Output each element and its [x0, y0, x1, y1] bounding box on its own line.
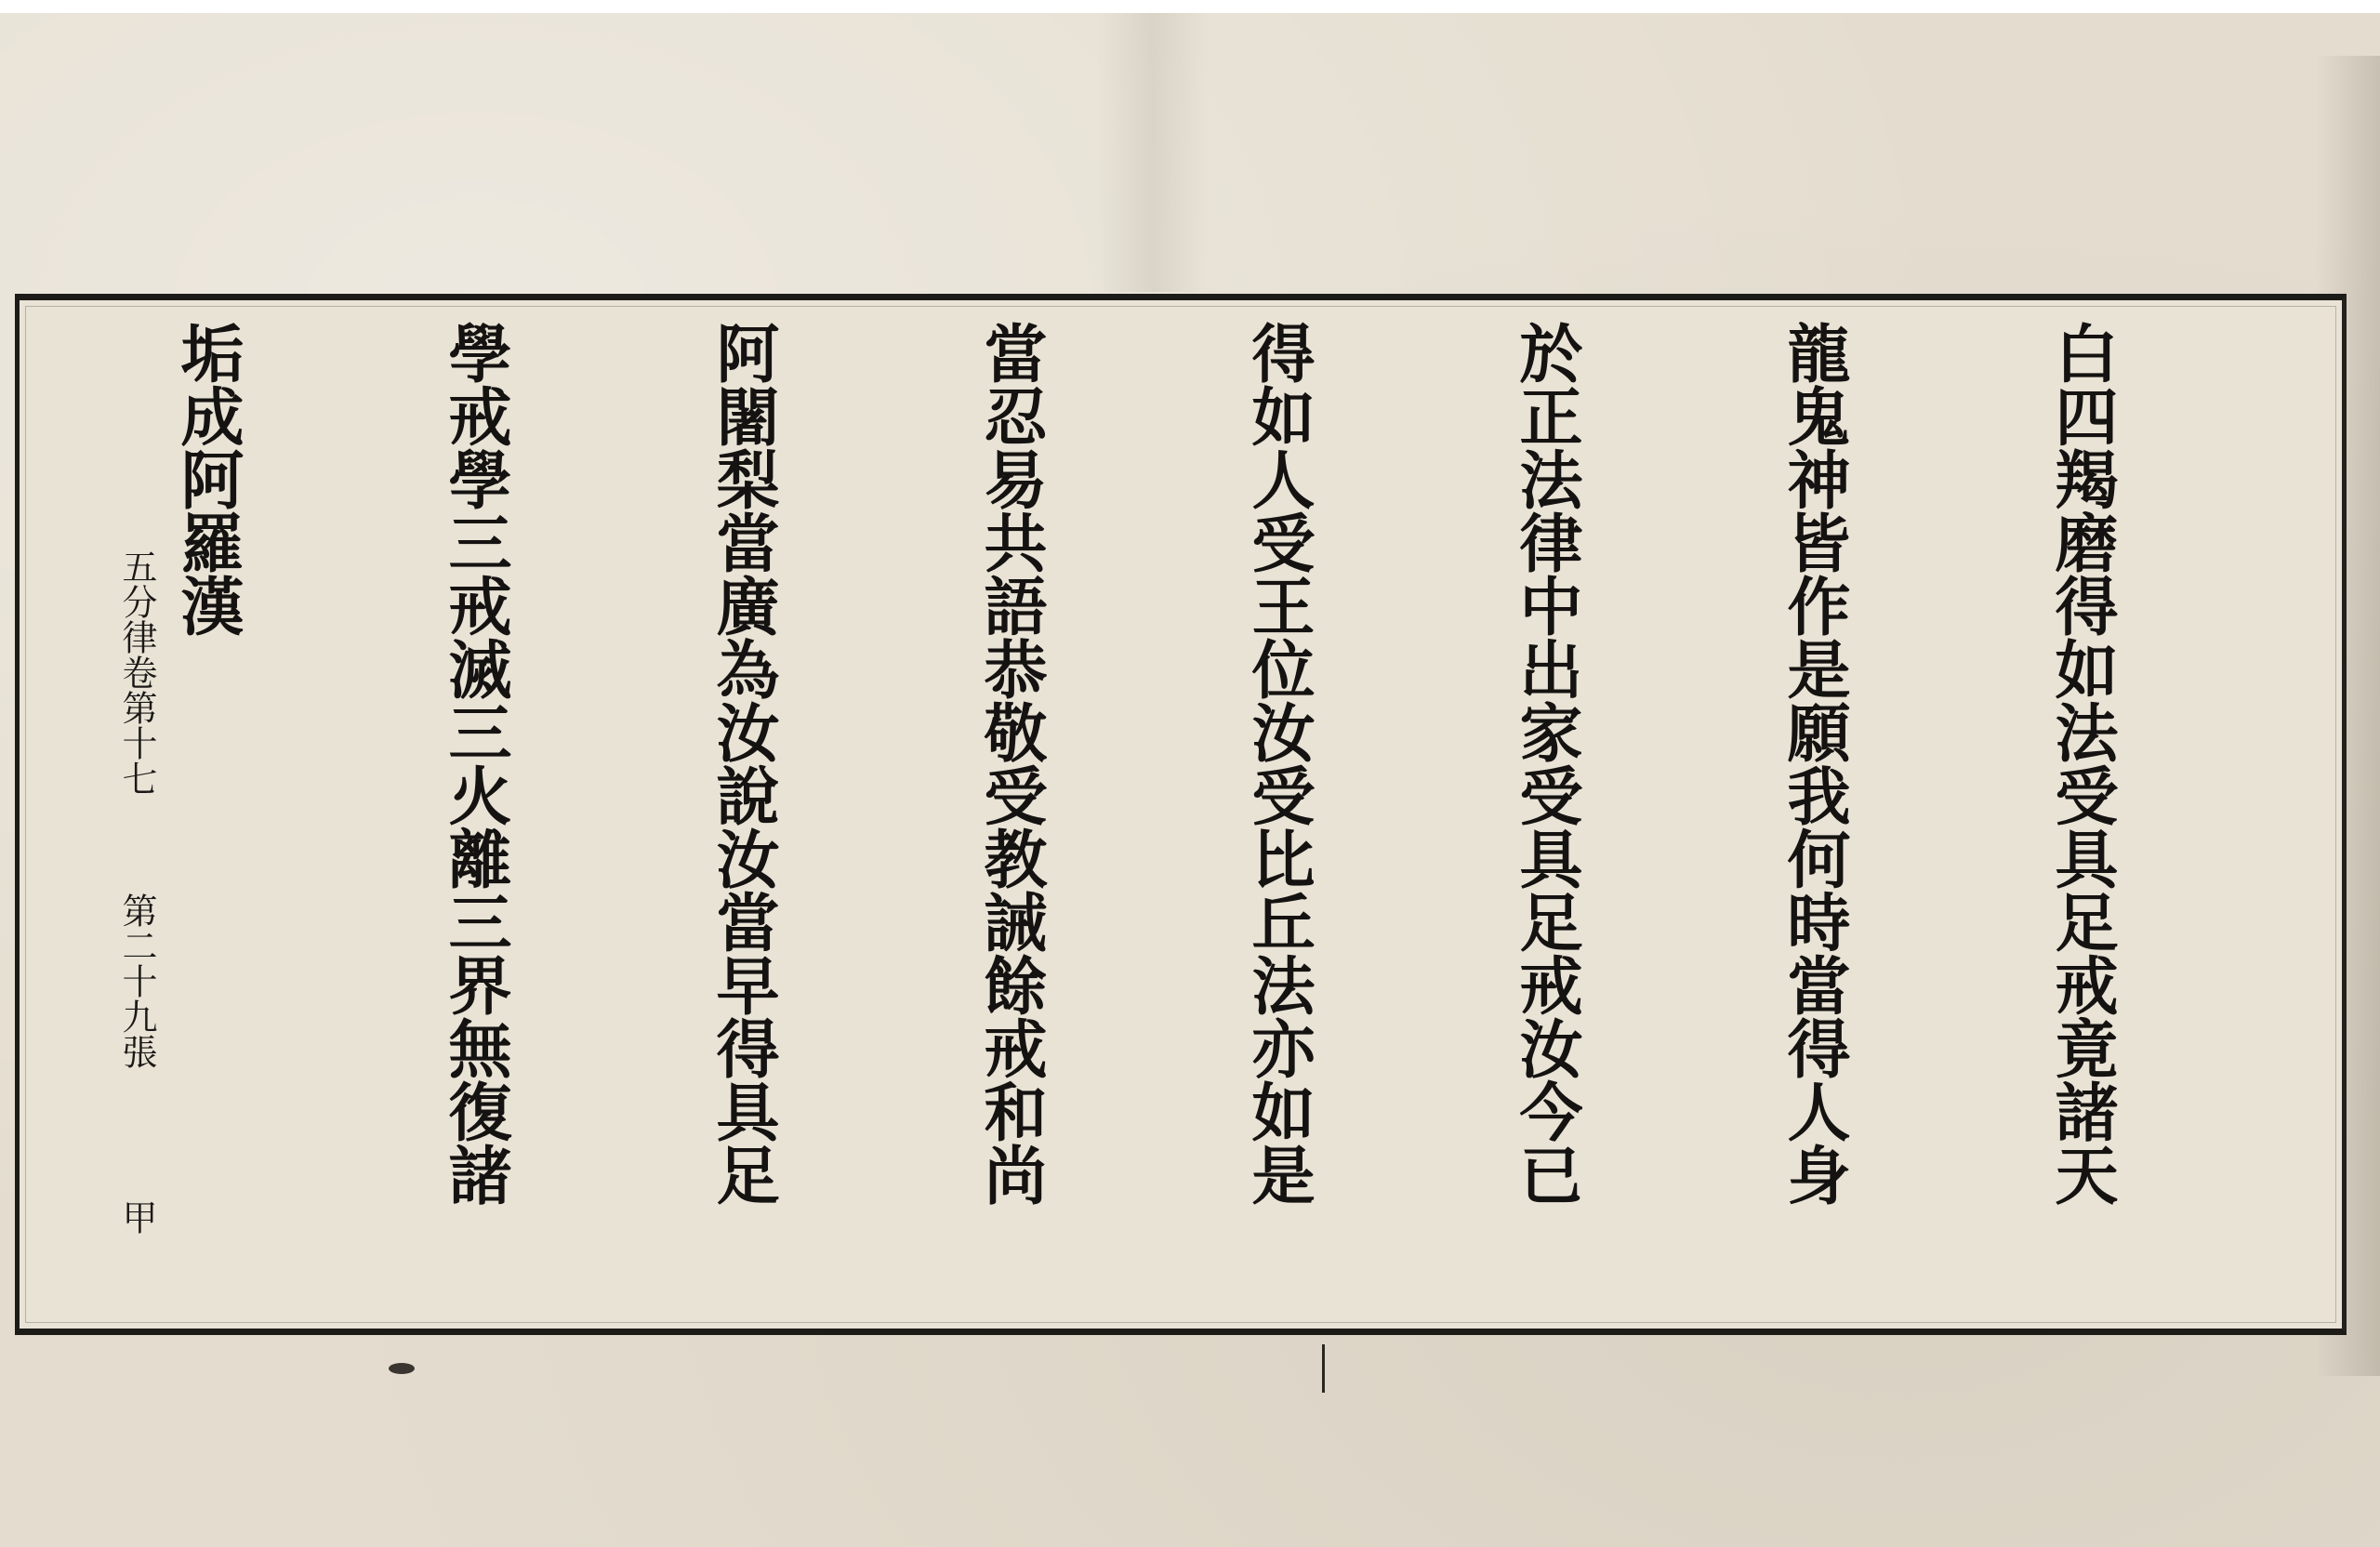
paper-fold-shadow: [1097, 13, 1209, 292]
text-column-3: 於正法律中出家受具足戒汝今已: [1509, 321, 1583, 1206]
margin-leaf-number: 第二十九張: [116, 892, 157, 1069]
text-column-6: 阿闍梨當廣為汝說汝當早得具足: [706, 321, 780, 1206]
ink-tick-mark: [1322, 1344, 1325, 1393]
top-edge-strip: [0, 0, 2380, 13]
text-column-2: 龍鬼神皆作是願我何時當得人身: [1777, 321, 1851, 1206]
margin-series-mark: 甲: [116, 1199, 157, 1235]
text-column-1: 白四羯磨得如法受具足戒竟諸天: [2044, 321, 2119, 1206]
margin-volume-title: 五分律卷第十七: [116, 549, 157, 796]
text-column-5: 當忍易共語恭敬受教誡餘戒和尚: [973, 321, 1048, 1206]
text-column-7: 學戒學三戒滅三火離三界無復諸: [438, 321, 512, 1206]
text-column-4: 得如人受王位汝受比丘法亦如是: [1241, 321, 1316, 1206]
printed-frame: [15, 294, 2347, 1335]
text-column-8: 垢成阿羅漢: [170, 321, 245, 637]
main-text-block: [0, 321, 2305, 1306]
ink-blot: [389, 1363, 415, 1374]
